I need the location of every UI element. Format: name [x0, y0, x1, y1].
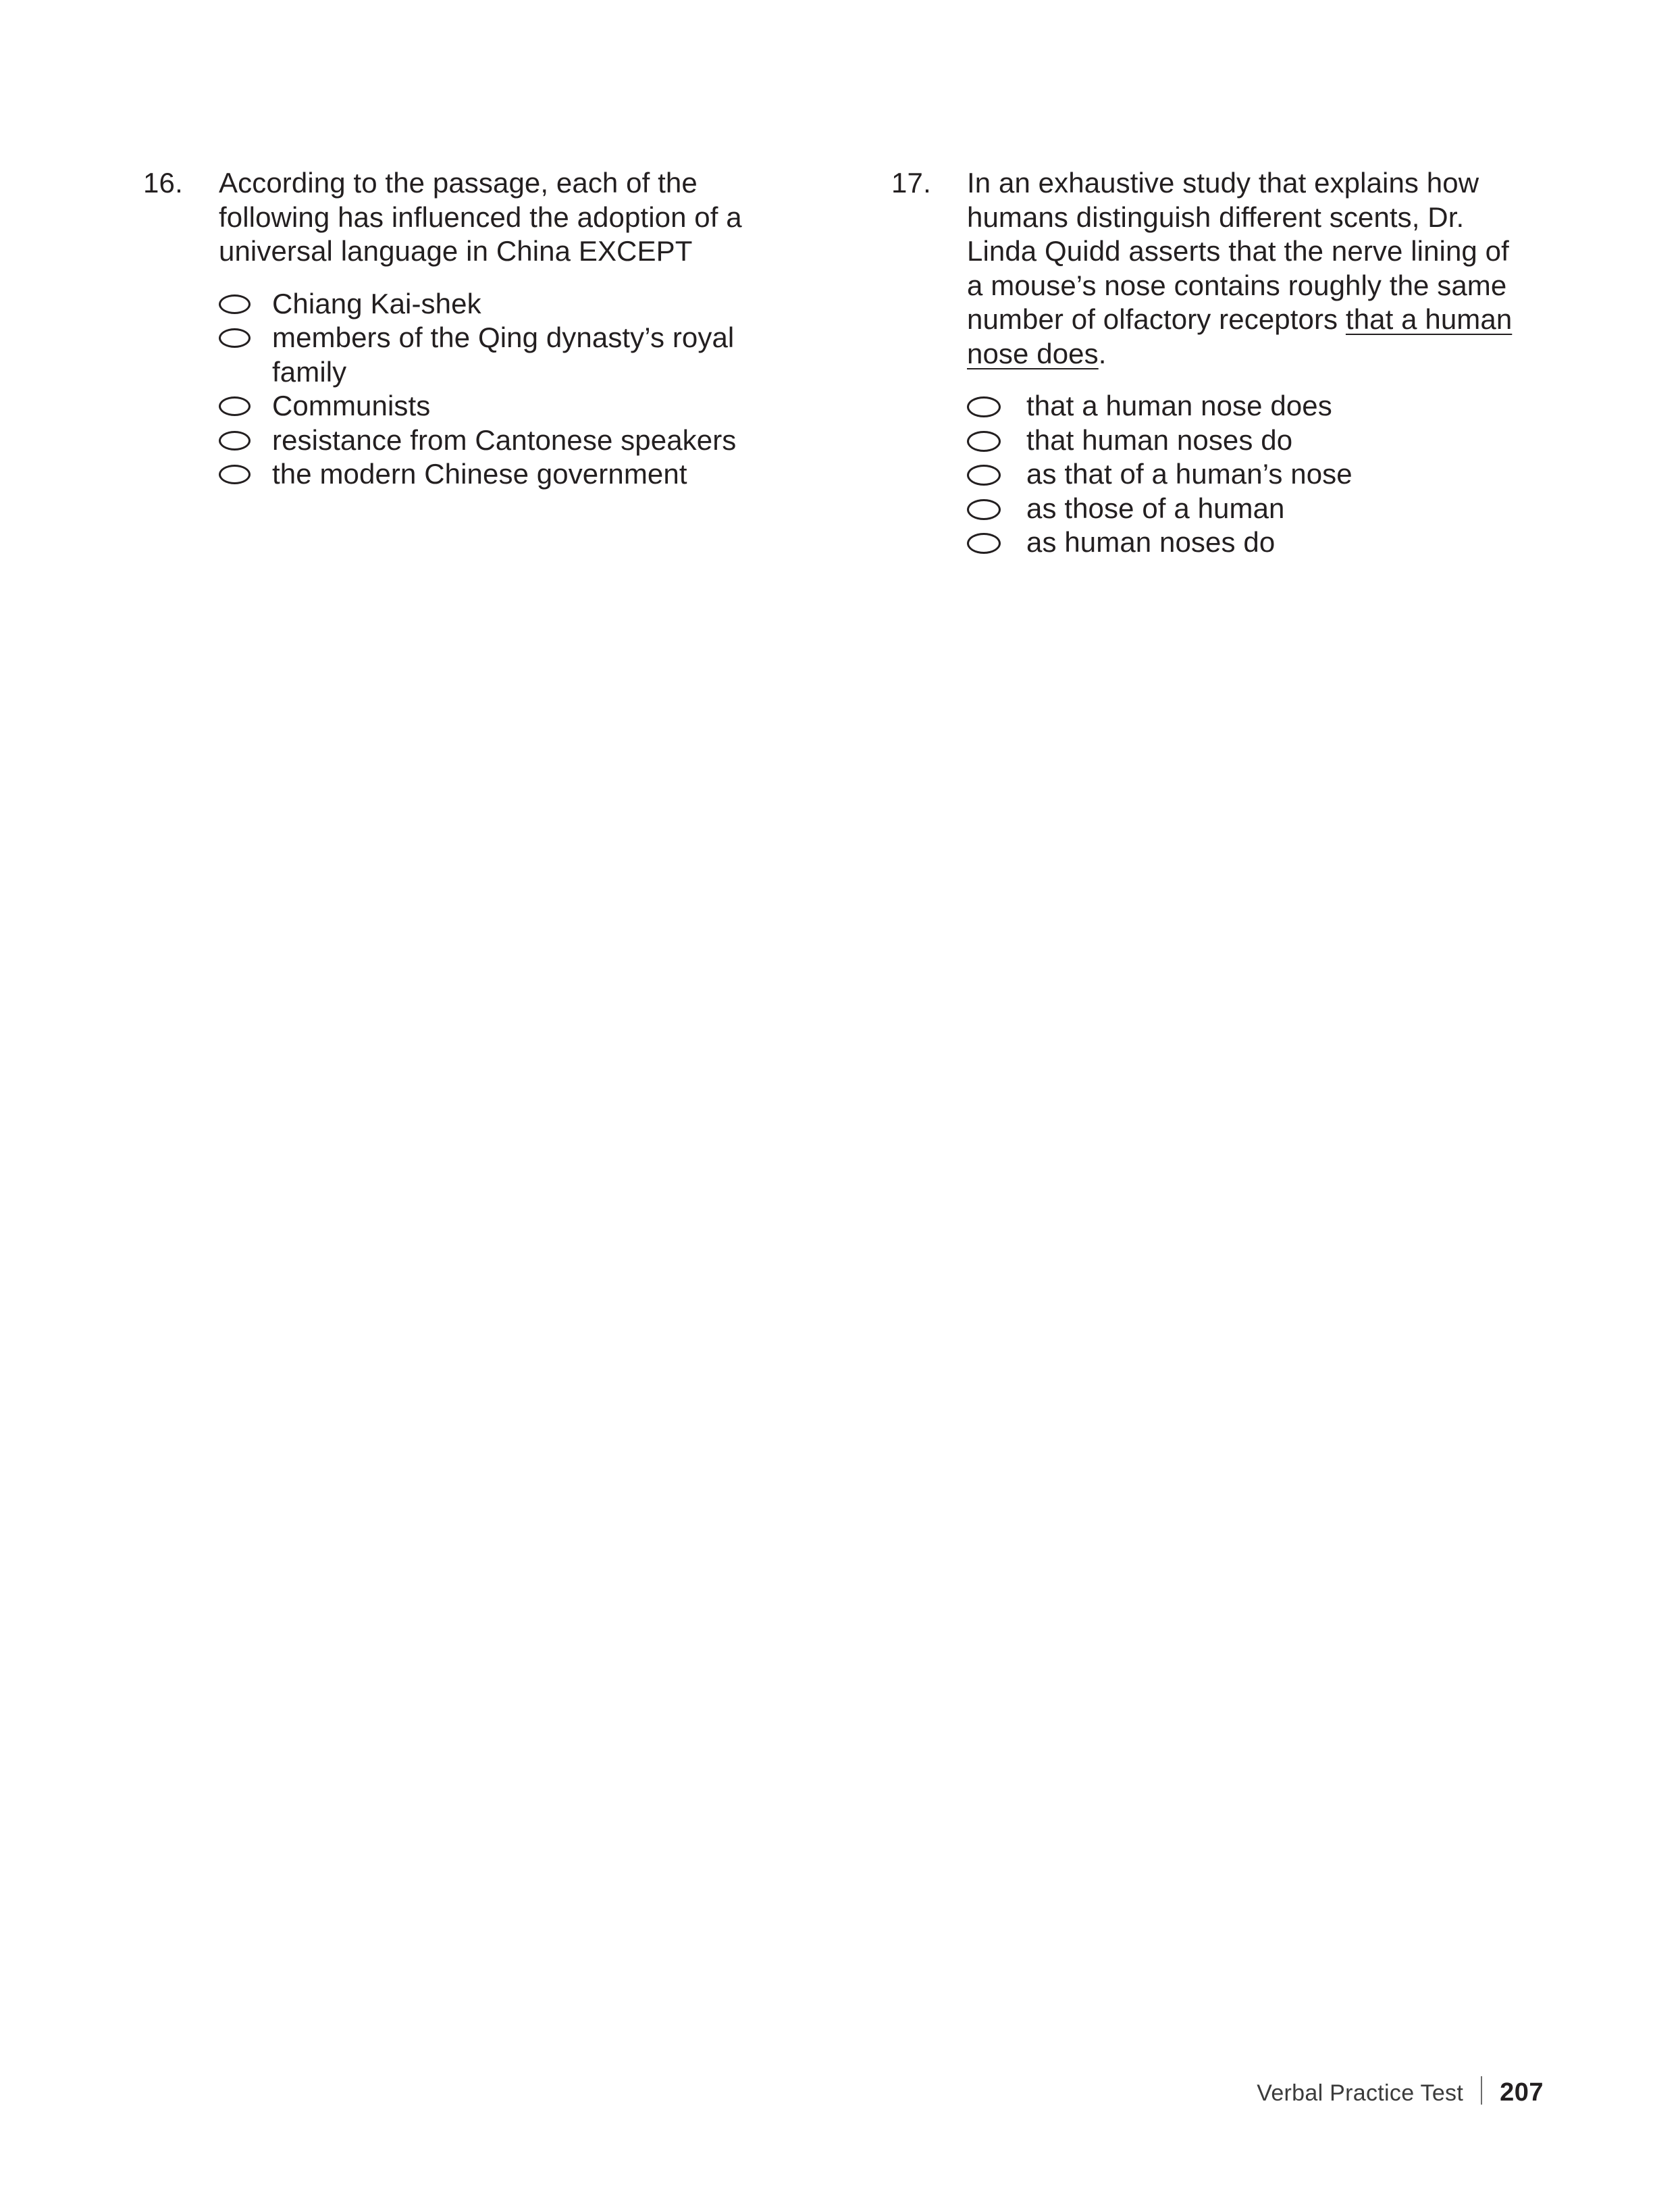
question-16 — [143, 166, 818, 492]
question-columns — [0, 166, 1680, 560]
answer-choice[interactable] — [219, 389, 818, 423]
answer-choice[interactable] — [219, 457, 818, 492]
answer-choice[interactable] — [967, 492, 1567, 526]
question-body — [219, 166, 818, 492]
answer-choice-label: the modern Chinese government — [272, 458, 687, 490]
answer-choice-label: Chiang Kai-shek — [272, 287, 481, 319]
question-stem-text: In an exhaustive study that explains how humans distinguish different scents, Dr. Linda Quidd asserts that the nerve lining of a mouse’s nose contains roughly the same number of olfactory receptors — [967, 167, 1509, 335]
answer-bubble-icon[interactable] — [219, 294, 251, 314]
answer-bubble-icon[interactable] — [967, 499, 1001, 520]
footer-divider — [1481, 2076, 1482, 2105]
question-stem-text: According to the passage, each of the following has influenced the adoption of a universal language in China EXCEPT — [219, 167, 742, 267]
answer-choice[interactable] — [219, 287, 818, 321]
answer-choice-label: as human noses do — [1026, 526, 1276, 558]
page-number: 207 — [1500, 2078, 1544, 2107]
answer-bubble-icon[interactable] — [967, 396, 1001, 417]
answer-bubble-icon[interactable] — [219, 328, 251, 348]
answer-choice-label: resistance from Cantonese speakers — [272, 423, 737, 456]
answer-choices — [219, 287, 818, 492]
answer-bubble-icon[interactable] — [219, 431, 251, 451]
answer-choice[interactable] — [967, 525, 1567, 560]
answer-choice[interactable] — [967, 423, 1567, 458]
question-stem — [967, 166, 1521, 371]
answer-bubble-icon[interactable] — [967, 431, 1001, 452]
answer-choice[interactable] — [219, 423, 818, 458]
answer-choices — [967, 389, 1567, 560]
question-column-right — [891, 166, 1567, 560]
question-17 — [891, 166, 1567, 560]
question-column-left — [143, 166, 818, 560]
answer-choice-label: that human noses do — [1026, 423, 1293, 456]
answer-choice-label: as those of a human — [1026, 492, 1285, 524]
answer-choice-label: members of the Qing dynasty’s royal family — [272, 321, 735, 388]
answer-bubble-icon[interactable] — [967, 533, 1001, 554]
answer-choice[interactable] — [967, 457, 1567, 492]
answer-choice-label: Communists — [272, 390, 431, 421]
page-footer — [0, 2072, 1680, 2107]
answer-bubble-icon[interactable] — [967, 465, 1001, 486]
question-number: 16. — [143, 167, 183, 199]
question-stem — [219, 166, 752, 269]
answer-choice-label: as that of a human’s nose — [1026, 458, 1353, 490]
answer-choice[interactable] — [219, 321, 818, 389]
answer-choice[interactable] — [967, 389, 1567, 423]
question-body — [967, 166, 1567, 560]
question-number: 17. — [891, 167, 931, 199]
footer-section-label: Verbal Practice Test — [1257, 2080, 1464, 2106]
question-stem-underlined-text: that a human nose does — [967, 303, 1513, 369]
answer-choice-label: that a human nose does — [1026, 390, 1332, 421]
question-stem-trailing-text: . — [1098, 337, 1107, 369]
answer-bubble-icon[interactable] — [219, 465, 251, 484]
answer-bubble-icon[interactable] — [219, 396, 251, 416]
